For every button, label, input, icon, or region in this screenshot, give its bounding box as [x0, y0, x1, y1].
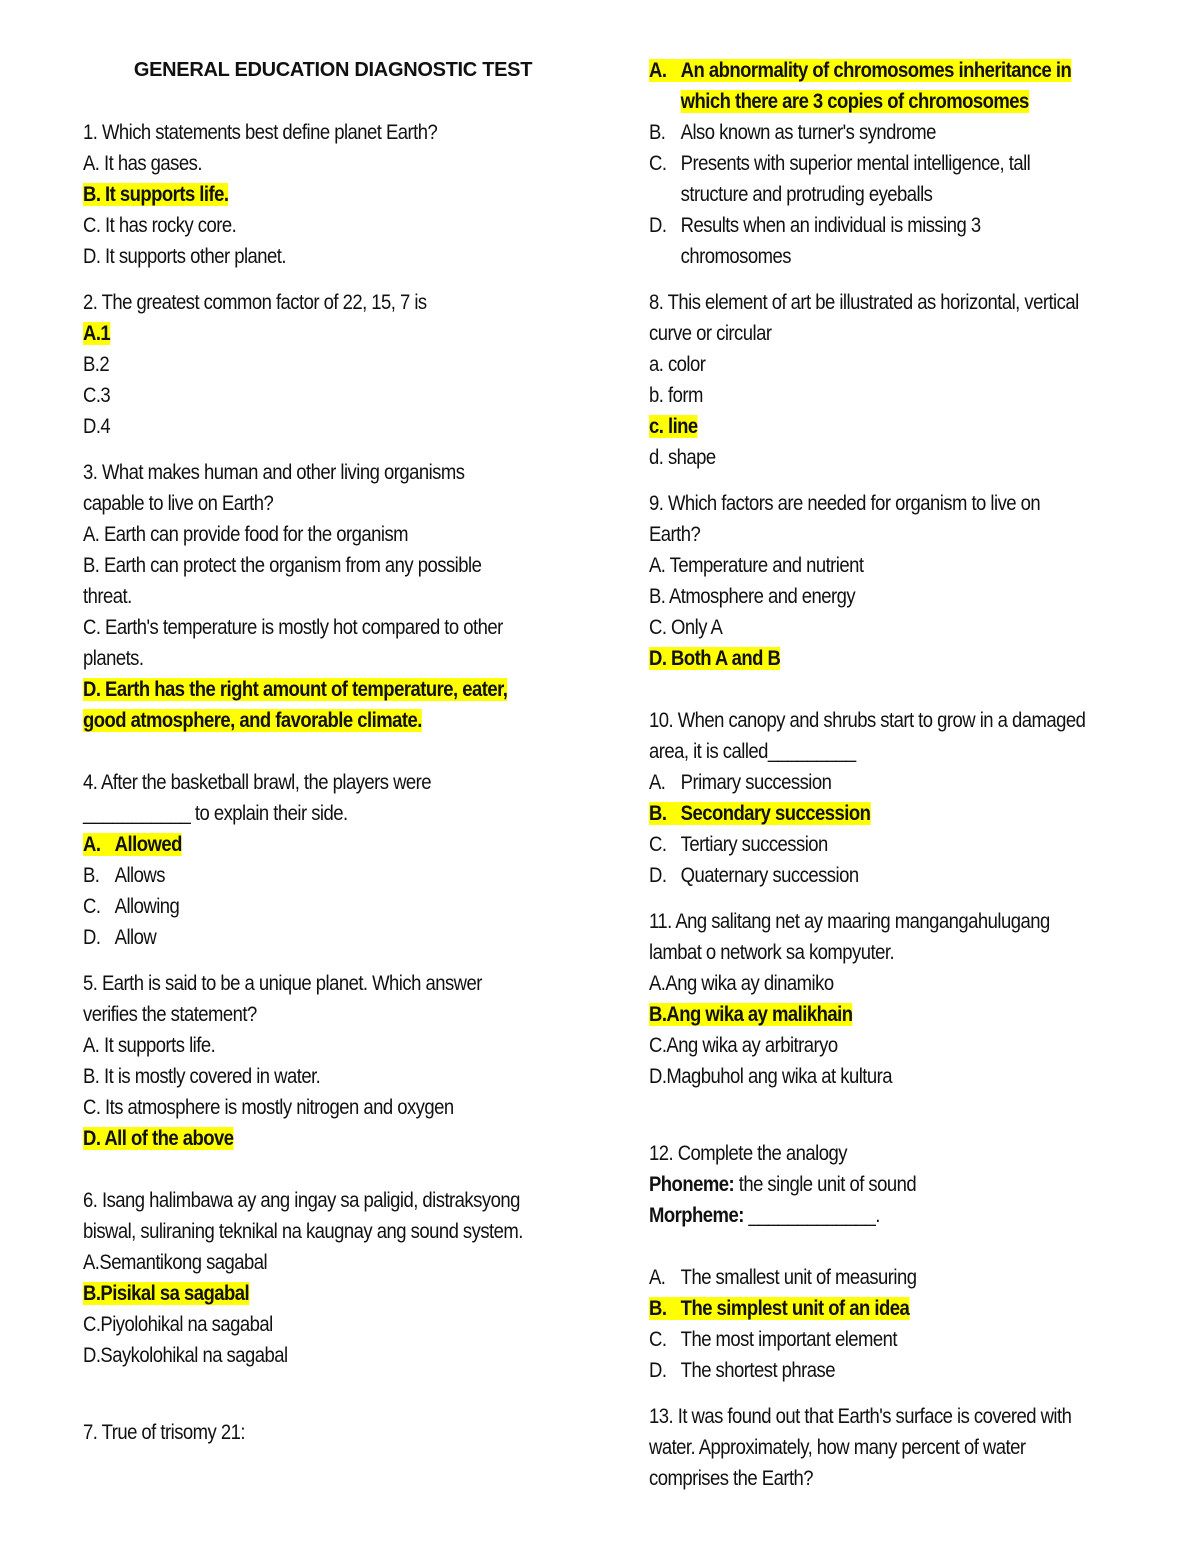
- document-title: GENERAL EDUCATION DIAGNOSTIC TEST: [133, 59, 533, 81]
- q10-option-d: D. Quaternary succession: [649, 864, 859, 887]
- q3-option-d-answer-line1: D. Earth has the right amount of temperature, eater,: [83, 678, 508, 701]
- q7-option-d-line2: chromosomes: [680, 245, 791, 268]
- q7-option-b: B. Also known as turner's syndrome: [649, 121, 936, 144]
- q13-question-line2: water. Approximately, how many percent of water: [649, 1436, 1026, 1459]
- q11-question-line2: lambat o network sa kompyuter.: [649, 941, 895, 964]
- q3-option-c-line2: planets.: [83, 647, 144, 670]
- q2-option-a-answer: A.1: [83, 322, 111, 345]
- q4-option-b: B. Allows: [83, 864, 165, 887]
- q3-question-line1: 3. What makes human and other living organisms: [83, 461, 465, 484]
- q12-question: 12. Complete the analogy: [649, 1142, 847, 1165]
- q3-option-d-answer-line2: good atmosphere, and favorable climate.: [83, 709, 422, 732]
- q8-option-a: a. color: [649, 353, 706, 376]
- q6-option-d: D.Saykolohikal na sagabal: [83, 1344, 288, 1367]
- q7-option-a-answer-line1: A. An abnormality of chromosomes inheritance in: [649, 59, 1072, 82]
- q7-option-d-line1: D. Results when an individual is missing 3: [649, 214, 981, 237]
- q5-option-d-answer: D. All of the above: [83, 1127, 234, 1150]
- q4-question-line1: 4. After the basketball brawl, the players were: [83, 771, 432, 794]
- q6-option-c: C.Piyolohikal na sagabal: [83, 1313, 273, 1336]
- q11-option-d: D.Magbuhol ang wika at kultura: [649, 1065, 893, 1088]
- q11-option-b-answer: B.Ang wika ay malikhain: [649, 1003, 853, 1026]
- q10-question-line1: 10. When canopy and shrubs start to grow in a damaged: [649, 709, 1086, 732]
- q12-option-b-answer: B. The simplest unit of an idea: [649, 1297, 910, 1320]
- q11-question-line1: 11. Ang salitang net ay maaring mangangahulugang: [649, 910, 1050, 933]
- q7-question: 7. True of trisomy 21:: [83, 1421, 245, 1444]
- q6-option-a: A.Semantikong sagabal: [83, 1251, 268, 1274]
- q10-option-a: A. Primary succession: [649, 771, 832, 794]
- q10-question-line2: area, it is called_________: [649, 740, 856, 763]
- q13-question-line1: 13. It was found out that Earth's surface is covered with: [649, 1405, 1072, 1428]
- q11-option-c: C.Ang wika ay arbitraryo: [649, 1034, 838, 1057]
- q5-question-line2: verifies the statement?: [83, 1003, 257, 1026]
- q12-morpheme-line: Morpheme: _____________.: [649, 1204, 880, 1227]
- q3-option-a: A. Earth can provide food for the organism: [83, 523, 409, 546]
- q12-option-a: A. The smallest unit of measuring: [649, 1266, 917, 1289]
- q3-option-b-line2: threat.: [83, 585, 132, 608]
- q7-option-c-line1: C. Presents with superior mental intelligence, tall: [649, 152, 1031, 175]
- q12-option-c: C. The most important element: [649, 1328, 898, 1351]
- q9-option-c: C. Only A: [649, 616, 723, 639]
- q4-option-d: D. Allow: [83, 926, 157, 949]
- q8-option-d: d. shape: [649, 446, 716, 469]
- q3-option-c-line1: C. Earth's temperature is mostly hot compared to other: [83, 616, 503, 639]
- q9-option-d-answer: D. Both A and B: [649, 647, 781, 670]
- q1-question: 1. Which statements best define planet Earth?: [83, 121, 438, 144]
- q6-question-line1: 6. Isang halimbawa ay ang ingay sa paligid, distraksyong: [83, 1189, 520, 1212]
- q9-question-line2: Earth?: [649, 523, 701, 546]
- q2-option-c: C.3: [83, 384, 111, 407]
- q10-option-c: C. Tertiary succession: [649, 833, 828, 856]
- q12-option-d: D. The shortest phrase: [649, 1359, 836, 1382]
- q7-option-c-line2: structure and protruding eyeballs: [680, 183, 933, 206]
- q5-option-a: A. It supports life.: [83, 1034, 216, 1057]
- q4-option-c: C. Allowing: [83, 895, 180, 918]
- q4-option-a-answer: A. Allowed: [83, 833, 182, 856]
- q11-option-a: A.Ang wika ay dinamiko: [649, 972, 834, 995]
- q2-option-b: B.2: [83, 353, 110, 376]
- q8-question-line2: curve or circular: [649, 322, 772, 345]
- q1-option-d: D. It supports other planet.: [83, 245, 286, 268]
- left-column: [83, 55, 583, 1448]
- q8-option-b: b. form: [649, 384, 703, 407]
- q6-option-b-answer: B.Pisikal sa sagabal: [83, 1282, 250, 1305]
- q2-question: 2. The greatest common factor of 22, 15, 7 is: [83, 291, 427, 314]
- q5-question-line1: 5. Earth is said to be a unique planet. Which answer: [83, 972, 482, 995]
- q6-question-line2: biswal, suliraning teknikal na kaugnay ang sound system.: [83, 1220, 523, 1243]
- q1-option-c: C. It has rocky core.: [83, 214, 237, 237]
- q3-option-b-line1: B. Earth can protect the organism from any possible: [83, 554, 482, 577]
- q9-question-line1: 9. Which factors are needed for organism to live on: [649, 492, 1041, 515]
- q13-question-line3: comprises the Earth?: [649, 1467, 814, 1490]
- right-column: [649, 55, 1149, 1494]
- q12-phoneme-line: Phoneme: the single unit of sound: [649, 1173, 917, 1196]
- q8-question-line1: 8. This element of art be illustrated as horizontal, vertical: [649, 291, 1079, 314]
- q1-option-a: A. It has gases.: [83, 152, 202, 175]
- q3-question-line2: capable to live on Earth?: [83, 492, 274, 515]
- q10-option-b-answer: B. Secondary succession: [649, 802, 871, 825]
- q9-option-a: A. Temperature and nutrient: [649, 554, 864, 577]
- q8-option-c-answer: c. line: [649, 415, 698, 438]
- q5-option-b: B. It is mostly covered in water.: [83, 1065, 321, 1088]
- q9-option-b: B. Atmosphere and energy: [649, 585, 856, 608]
- q7-option-a-answer-line2: which there are 3 copies of chromosomes: [680, 90, 1029, 113]
- q5-option-c: C. Its atmosphere is mostly nitrogen and oxygen: [83, 1096, 454, 1119]
- q4-question-line2: ___________ to explain their side.: [83, 802, 348, 825]
- q1-option-b-answer: B. It supports life.: [83, 183, 229, 206]
- q2-option-d: D.4: [83, 415, 111, 438]
